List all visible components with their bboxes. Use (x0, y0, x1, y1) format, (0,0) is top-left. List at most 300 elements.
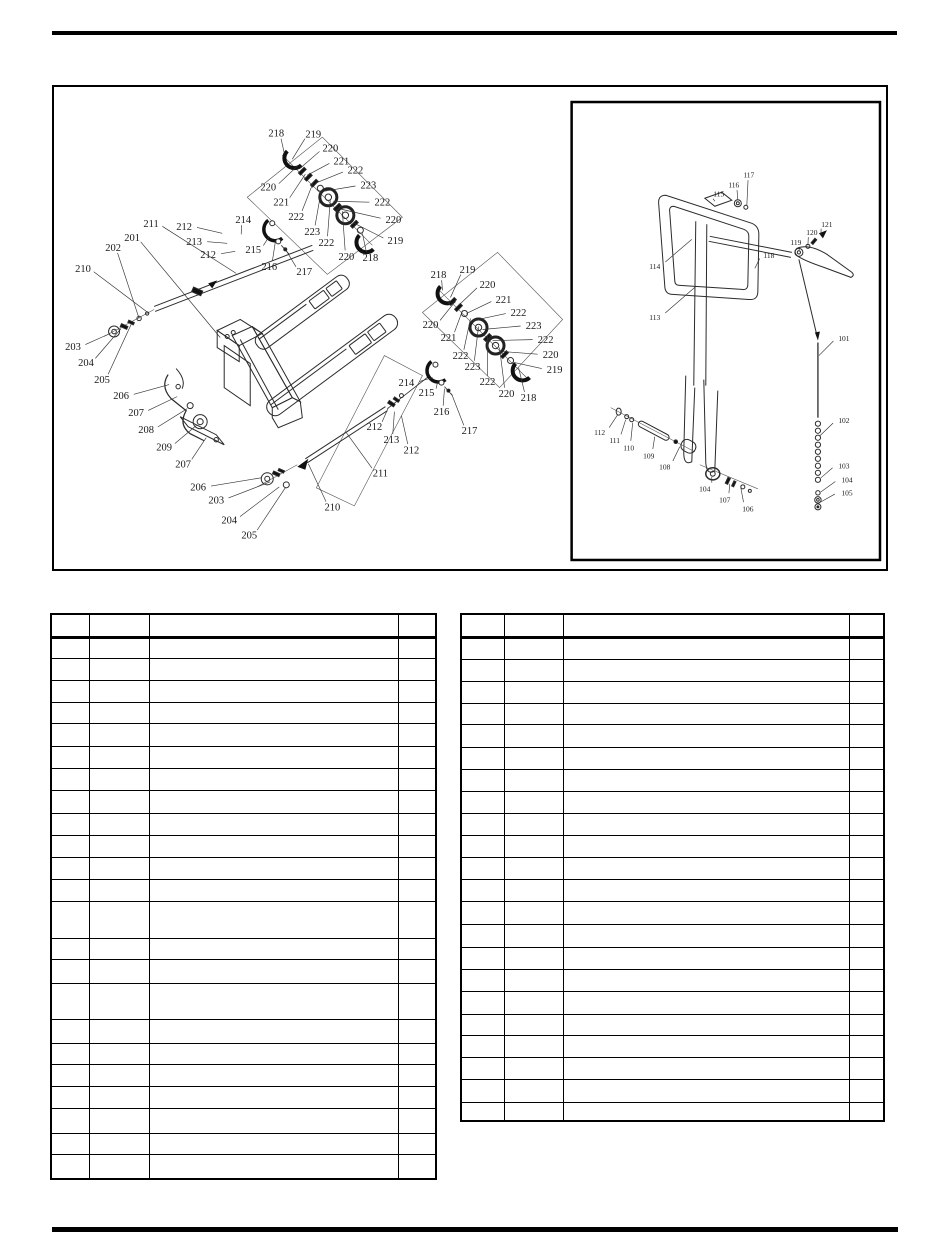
part-number-label: 205 (241, 530, 258, 542)
table-cell (850, 1058, 883, 1079)
table-cell (150, 902, 399, 938)
table-cell (399, 836, 435, 857)
part-number-label: 116 (728, 180, 740, 190)
part-number-label: 212 (403, 445, 420, 457)
table-cell (564, 1058, 850, 1079)
table-cell (52, 939, 90, 959)
part-number-label: 220 (385, 214, 402, 226)
table-cell (52, 724, 90, 746)
table-cell (462, 1015, 505, 1035)
leader-line (148, 397, 177, 411)
table-cell (52, 1020, 90, 1043)
table-cell (399, 1065, 435, 1086)
table-cell (564, 902, 850, 924)
leader-line (443, 389, 444, 406)
part-number-label: 213 (383, 435, 400, 447)
table-row (52, 724, 435, 747)
part-number-label: 221 (333, 156, 350, 168)
table-cell (505, 992, 564, 1014)
part-number-label: 218 (430, 269, 447, 281)
leader-line (346, 433, 372, 468)
leader-line (300, 151, 319, 168)
table-cell (505, 948, 564, 969)
exploded-diagram-box (52, 85, 888, 571)
table-cell (462, 1080, 505, 1102)
table-row (462, 770, 883, 792)
table-cell (399, 1020, 435, 1043)
part-number-label: 115 (713, 189, 725, 199)
leader-line (464, 318, 471, 349)
table-cell (564, 1080, 850, 1102)
part-number-label: 218 (268, 128, 285, 140)
table-cell (52, 1087, 90, 1108)
table-cell (150, 681, 399, 702)
table-cell (90, 659, 150, 680)
table-row (462, 1015, 883, 1036)
table-row (462, 836, 883, 858)
leader-line (466, 302, 491, 314)
part-number-label: 222 (288, 211, 305, 223)
table-cell (564, 704, 850, 724)
table-row (52, 984, 435, 1020)
part-number-label: 223 (304, 226, 321, 238)
table-cell (505, 902, 564, 924)
leader-line (308, 464, 326, 502)
table-row (52, 880, 435, 902)
part-number-label: 211 (372, 468, 389, 480)
table-cell (850, 880, 883, 901)
table-cell (90, 836, 150, 857)
leader-line (474, 314, 506, 321)
table-cell (850, 970, 883, 991)
part-number-label: 206 (190, 482, 207, 494)
table-cell (150, 939, 399, 959)
table-cell (505, 1015, 564, 1035)
pump-carriage (217, 319, 302, 427)
table-cell (505, 792, 564, 813)
table-row (52, 639, 435, 659)
part-number-label: 222 (537, 335, 554, 347)
part-number-label: 219 (459, 264, 476, 276)
table-cell (90, 639, 150, 658)
part-number-label: 222 (374, 197, 391, 209)
leader-line (175, 425, 197, 444)
table-row (462, 814, 883, 836)
table-row (52, 769, 435, 791)
part-number-label: 222 (347, 165, 364, 177)
table-cell (399, 681, 435, 702)
table-cell (462, 1103, 505, 1122)
leader-line (315, 190, 321, 225)
table-cell (505, 660, 564, 681)
table-cell (505, 925, 564, 947)
leader-line (382, 408, 388, 422)
leader-line (333, 201, 369, 202)
table-row (52, 659, 435, 681)
table-row (462, 704, 883, 725)
part-number-label: 205 (94, 375, 110, 387)
part-number-label: 215 (245, 244, 262, 256)
part-number-label: 218 (520, 393, 537, 405)
table-row (462, 858, 883, 880)
table-cell (150, 960, 399, 983)
table-cell (150, 791, 399, 813)
part-number-label: 101 (838, 334, 850, 344)
table-cell (850, 902, 883, 924)
part-number-label: 212 (176, 221, 193, 233)
leader-line (307, 163, 329, 175)
part-number-label: 102 (838, 416, 850, 426)
table-cell (90, 960, 150, 983)
part-number-label: 204 (78, 358, 94, 370)
table-row (52, 1020, 435, 1044)
table-cell (462, 948, 505, 969)
exploded-view-drawing (54, 87, 886, 569)
part-number-label: 119 (790, 237, 802, 247)
table-cell (150, 1020, 399, 1043)
table-cell (90, 1044, 150, 1064)
top-rule (52, 31, 897, 35)
part-number-label: 118 (763, 250, 775, 260)
table-cell (399, 1109, 435, 1133)
leader-line (342, 211, 345, 250)
table-cell (564, 992, 850, 1014)
leader-line (362, 233, 366, 251)
table-row (52, 836, 435, 858)
table-cell (399, 703, 435, 723)
table-cell (462, 682, 505, 703)
table-cell (505, 770, 564, 791)
inset-box (572, 102, 880, 560)
table-row (462, 682, 883, 704)
table-row (52, 960, 435, 984)
part-number-label: 108 (659, 462, 671, 472)
table-cell (52, 858, 90, 879)
part-number-label: 216 (433, 407, 450, 419)
table-cell (399, 769, 435, 790)
table-row (462, 925, 883, 948)
table-cell (399, 747, 435, 768)
table-cell (399, 902, 435, 938)
part-number-label: 222 (318, 237, 335, 249)
table-cell (90, 1109, 150, 1133)
part-number-label: 221 (273, 197, 290, 209)
part-number-label: 117 (743, 170, 755, 180)
part-number-label: 107 (719, 495, 731, 505)
part-number-label: 220 (479, 279, 496, 291)
part-number-label: 222 (452, 351, 469, 363)
leader-line (134, 385, 169, 395)
parts-table-left (50, 613, 437, 1180)
part-number-label: 206 (113, 391, 129, 403)
part-number-label: 104 (699, 484, 711, 494)
part-number-label: 121 (821, 219, 833, 229)
table-cell (399, 1155, 435, 1180)
part-number-label: 222 (479, 377, 496, 389)
table-cell (150, 747, 399, 768)
leader-line (451, 394, 463, 426)
leader-line (493, 340, 533, 341)
table-cell (850, 925, 883, 947)
table-cell (850, 836, 883, 857)
table-cell (462, 725, 505, 747)
table-cell (850, 1103, 883, 1122)
table-cell (505, 725, 564, 747)
part-number-label: 216 (261, 261, 278, 273)
part-number-label: 220 (542, 350, 559, 362)
table-cell (150, 724, 399, 746)
table-cell (505, 1058, 564, 1079)
table-cell (150, 814, 399, 835)
part-number-label: 219 (546, 365, 563, 377)
fork-arms (252, 272, 400, 419)
part-number-label: 208 (138, 425, 154, 437)
table-cell (564, 925, 850, 947)
table-cell (850, 948, 883, 969)
table-row (462, 639, 883, 660)
table-cell (505, 836, 564, 857)
table-cell (90, 902, 150, 938)
leader-line (162, 226, 236, 273)
part-number-label: 201 (124, 232, 140, 244)
table-cell (462, 1036, 505, 1057)
table-cell (52, 814, 90, 835)
table-cell (150, 1134, 399, 1154)
table-row (52, 1109, 435, 1134)
leader-line (474, 326, 478, 360)
leader-line (229, 482, 271, 498)
part-number-label: 221 (440, 333, 457, 345)
table-cell (850, 725, 883, 747)
table-cell (850, 992, 883, 1014)
part-number-label: 218 (362, 252, 379, 264)
part-number-label: 112 (594, 428, 606, 438)
part-number-label: 220 (322, 143, 339, 155)
part-number-label: 211 (143, 218, 159, 230)
table-cell (399, 814, 435, 835)
part-number-label: 111 (609, 436, 621, 446)
part-number-label: 223 (360, 180, 377, 192)
part-number-label: 109 (643, 451, 655, 461)
table-cell (399, 615, 435, 636)
table-cell (564, 748, 850, 769)
table-cell (505, 970, 564, 991)
part-number-label: 214 (398, 378, 415, 390)
table-row (462, 902, 883, 925)
table-row (52, 939, 435, 960)
table-row (462, 1058, 883, 1080)
leader-line (302, 182, 313, 211)
table-cell (505, 1080, 564, 1102)
part-number-label: 207 (128, 408, 144, 420)
table-cell (564, 682, 850, 703)
table-cell (564, 770, 850, 791)
table-row (52, 1044, 435, 1065)
leader-line (272, 242, 275, 260)
table-row (462, 1036, 883, 1058)
table-cell (462, 858, 505, 879)
table-cell (150, 1044, 399, 1064)
leader-line (401, 416, 407, 444)
table-cell (564, 814, 850, 835)
leader-line (257, 488, 285, 530)
table-cell (90, 1134, 150, 1154)
part-number-label: 110 (623, 443, 635, 453)
table-cell (90, 747, 150, 768)
leader-line (341, 209, 380, 218)
table-cell (850, 858, 883, 879)
table-cell (399, 1134, 435, 1154)
leader-line (281, 139, 284, 153)
table-cell (90, 724, 150, 746)
table-row (52, 902, 435, 939)
leader-line (207, 242, 227, 244)
table-cell (850, 770, 883, 791)
table-cell (52, 1109, 90, 1133)
table-cell (52, 960, 90, 983)
table-cell (564, 970, 850, 991)
table-cell (505, 880, 564, 901)
table-cell (90, 939, 150, 959)
table-row (462, 880, 883, 902)
table-cell (850, 1080, 883, 1102)
table-cell (52, 681, 90, 702)
table-cell (462, 639, 505, 659)
part-number-label: 220 (260, 182, 277, 194)
table-cell (850, 639, 883, 659)
table-cell (150, 984, 399, 1019)
table-cell (564, 880, 850, 901)
table-cell (52, 703, 90, 723)
table-cell (505, 1103, 564, 1122)
part-number-label: 212 (366, 422, 383, 434)
part-number-label: 221 (495, 294, 512, 306)
table-cell (462, 770, 505, 791)
leader-line (290, 174, 306, 197)
table-row (462, 1080, 883, 1103)
table-cell (462, 902, 505, 924)
table-row (52, 1134, 435, 1155)
table-cell (564, 639, 850, 659)
table-cell (564, 1015, 850, 1035)
table-cell (399, 724, 435, 746)
leader-line (85, 334, 110, 345)
table-cell (52, 836, 90, 857)
table-header-row (52, 615, 435, 639)
table-cell (462, 880, 505, 901)
part-number-label: 215 (418, 388, 435, 400)
table-cell (52, 747, 90, 768)
leader-line (118, 253, 140, 319)
table-cell (399, 1087, 435, 1108)
inset-handle-diagram (572, 102, 880, 560)
table-cell (850, 660, 883, 681)
table-cell (52, 659, 90, 680)
part-number-label: 106 (742, 504, 754, 514)
table-cell (462, 925, 505, 947)
leader-line (458, 288, 477, 306)
part-number-label: 209 (156, 442, 173, 454)
table-row (52, 791, 435, 814)
table-cell (564, 858, 850, 879)
table-cell (462, 970, 505, 991)
table-cell (564, 725, 850, 747)
table-cell (505, 748, 564, 769)
table-cell (462, 615, 505, 636)
leader-line (197, 227, 222, 233)
table-cell (850, 1015, 883, 1035)
table-row (52, 1155, 435, 1180)
table-cell (150, 836, 399, 857)
table-row (52, 858, 435, 880)
part-number-label: 223 (464, 362, 481, 374)
table-cell (150, 858, 399, 879)
lower-push-rod (257, 377, 428, 488)
table-cell (462, 1058, 505, 1079)
part-number-label: 213 (186, 236, 203, 248)
part-number-label: 210 (75, 263, 91, 275)
table-cell (90, 769, 150, 790)
table-cell (150, 1155, 399, 1180)
leader-line (221, 251, 235, 253)
table-cell (150, 703, 399, 723)
table-cell (505, 858, 564, 879)
table-cell (150, 1087, 399, 1108)
table-cell (399, 791, 435, 813)
leader-line (450, 274, 460, 297)
table-cell (564, 836, 850, 857)
part-number-label: 113 (649, 312, 661, 322)
part-number-label: 204 (221, 515, 238, 527)
part-number-label: 220 (338, 251, 355, 263)
table-cell (462, 660, 505, 681)
table-row (462, 992, 883, 1015)
table-row (462, 970, 883, 992)
leader-line (442, 280, 443, 290)
leader-line (211, 478, 261, 486)
part-number-label: 202 (105, 242, 121, 254)
table-cell (399, 880, 435, 901)
leader-line (279, 166, 298, 184)
part-number-label: 220 (498, 389, 515, 401)
table-cell (505, 682, 564, 703)
table-cell (850, 1036, 883, 1057)
table-cell (399, 639, 435, 658)
part-number-label: 203 (65, 342, 81, 354)
table-cell (399, 939, 435, 959)
table-cell (150, 615, 399, 636)
part-number-label: 223 (525, 320, 542, 333)
table-cell (462, 704, 505, 724)
table-cell (150, 880, 399, 901)
table-cell (90, 1020, 150, 1043)
table-cell (505, 615, 564, 636)
table-cell (399, 984, 435, 1019)
bottom-rule (52, 1227, 898, 1232)
part-number-label: 219 (387, 235, 404, 247)
table-cell (564, 1103, 850, 1122)
table-cell (150, 769, 399, 790)
table-cell (150, 659, 399, 680)
table-cell (52, 639, 90, 658)
table-cell (462, 836, 505, 857)
table-cell (52, 902, 90, 938)
table-cell (462, 992, 505, 1014)
table-cell (90, 615, 150, 636)
part-number-label: 220 (422, 319, 439, 332)
part-number-label: 222 (510, 307, 527, 319)
part-number-label: 114 (649, 261, 661, 271)
